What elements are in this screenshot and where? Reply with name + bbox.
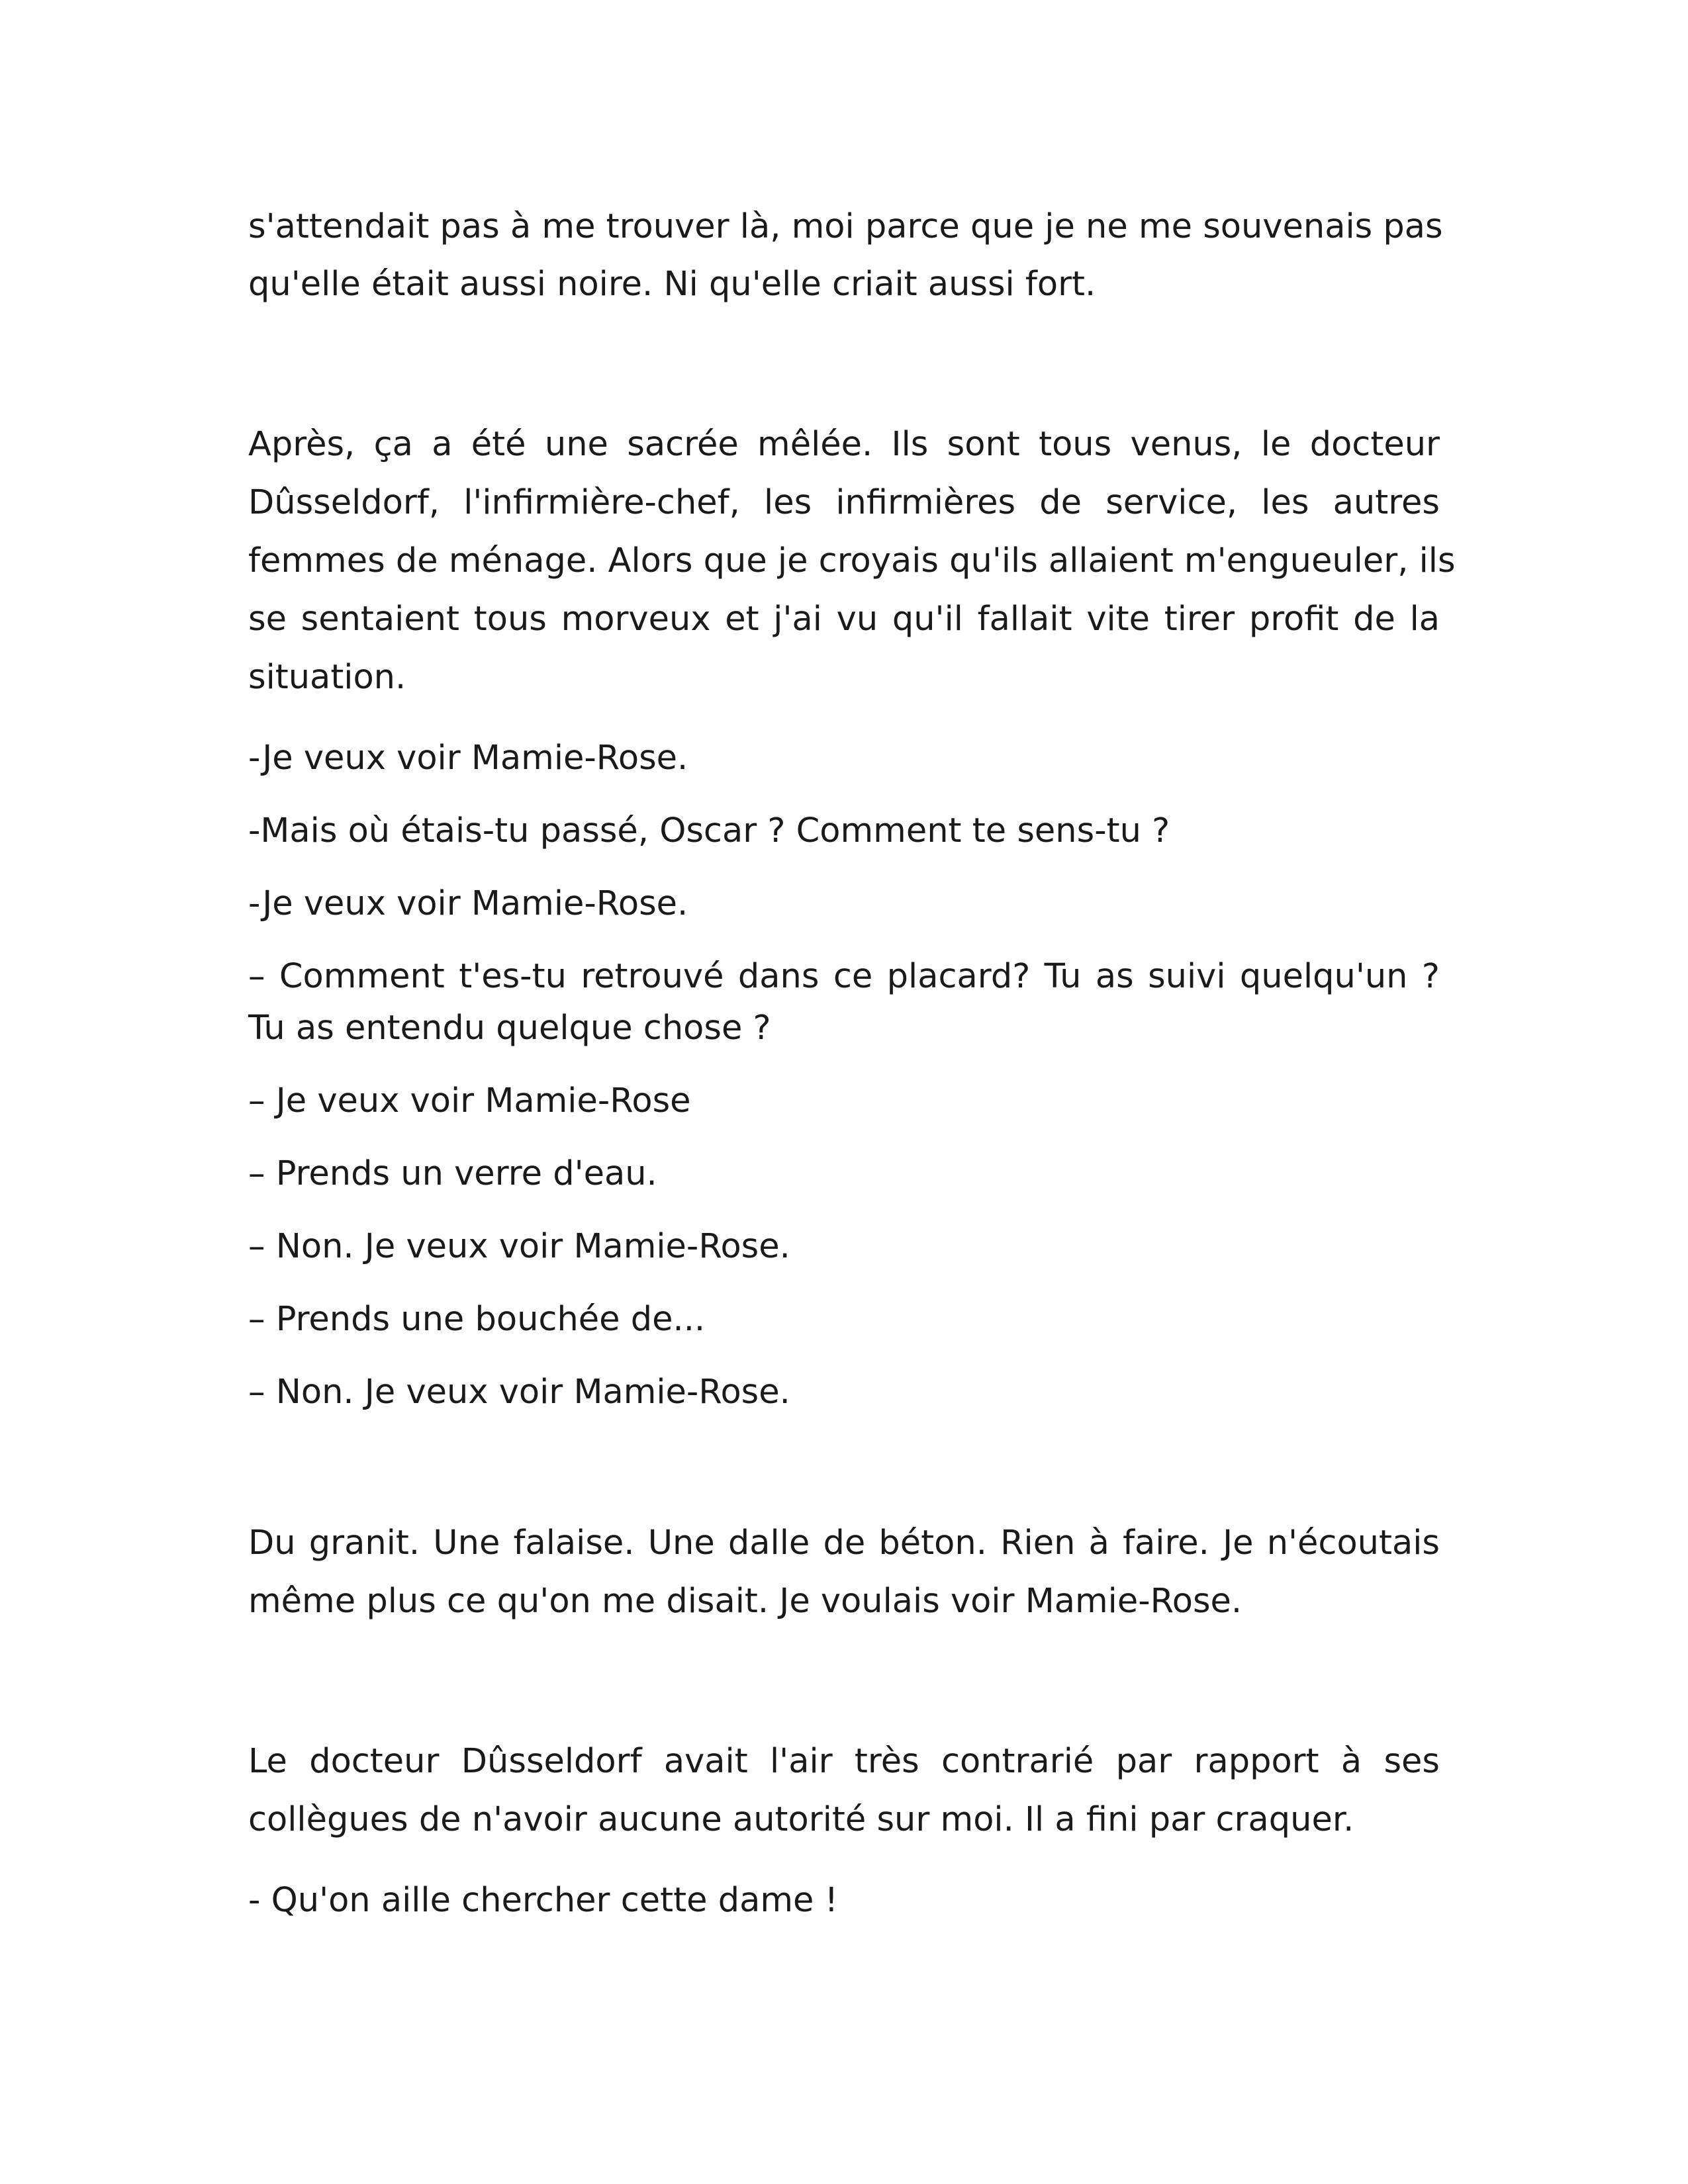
text-line: Après, ça a été une sacrée mêlée. Ils sont tous venus, le docteur [248, 425, 1440, 464]
text-line: – Prends une bouchée de... [248, 1300, 706, 1339]
text-line: - Qu'on aille chercher cette dame ! [248, 1881, 839, 1920]
text-line: femmes de ménage. Alors que je croyais qu'ils allaient m'engueuler, ils [248, 541, 1456, 580]
text-line: Dûsseldorf, l'infirmière-chef, les infirmières de service, les autres [248, 483, 1440, 522]
text-line: – Non. Je veux voir Mamie-Rose. [248, 1373, 790, 1412]
text-line: – Prends un verre d'eau. [248, 1154, 657, 1193]
text-line: qu'elle était aussi noire. Ni qu'elle criait aussi fort. [248, 265, 1096, 304]
text-line: – Je veux voir Mamie-Rose [248, 1081, 691, 1120]
text-line: situation. [248, 658, 406, 697]
text-line: Du granit. Une falaise. Une dalle de béton. Rien à faire. Je n'écoutais [248, 1524, 1440, 1563]
text-line: Le docteur Dûsseldorf avait l'air très contrarié par rapport à ses [248, 1742, 1440, 1781]
text-line: s'attendait pas à me trouver là, moi parce que je ne me souvenais pas [248, 207, 1443, 246]
text-line: -Mais où étais-tu passé, Oscar ? Comment te sens-tu ? [248, 811, 1170, 850]
text-line: – Non. Je veux voir Mamie-Rose. [248, 1227, 790, 1266]
text-line: – Comment t'es-tu retrouvé dans ce placard? Tu as suivi quelqu'un ? [248, 957, 1440, 996]
text-line: -Je veux voir Mamie-Rose. [248, 739, 688, 778]
text-line: même plus ce qu'on me disait. Je voulais voir Mamie-Rose. [248, 1582, 1243, 1621]
text-line: -Je veux voir Mamie-Rose. [248, 884, 688, 923]
text-line: Tu as entendu quelque chose ? [248, 1009, 771, 1048]
text-line: collègues de n'avoir aucune autorité sur moi. Il a fini par craquer. [248, 1800, 1354, 1839]
text-line: se sentaient tous morveux et j'ai vu qu'il fallait vite tirer profit de la [248, 600, 1440, 639]
